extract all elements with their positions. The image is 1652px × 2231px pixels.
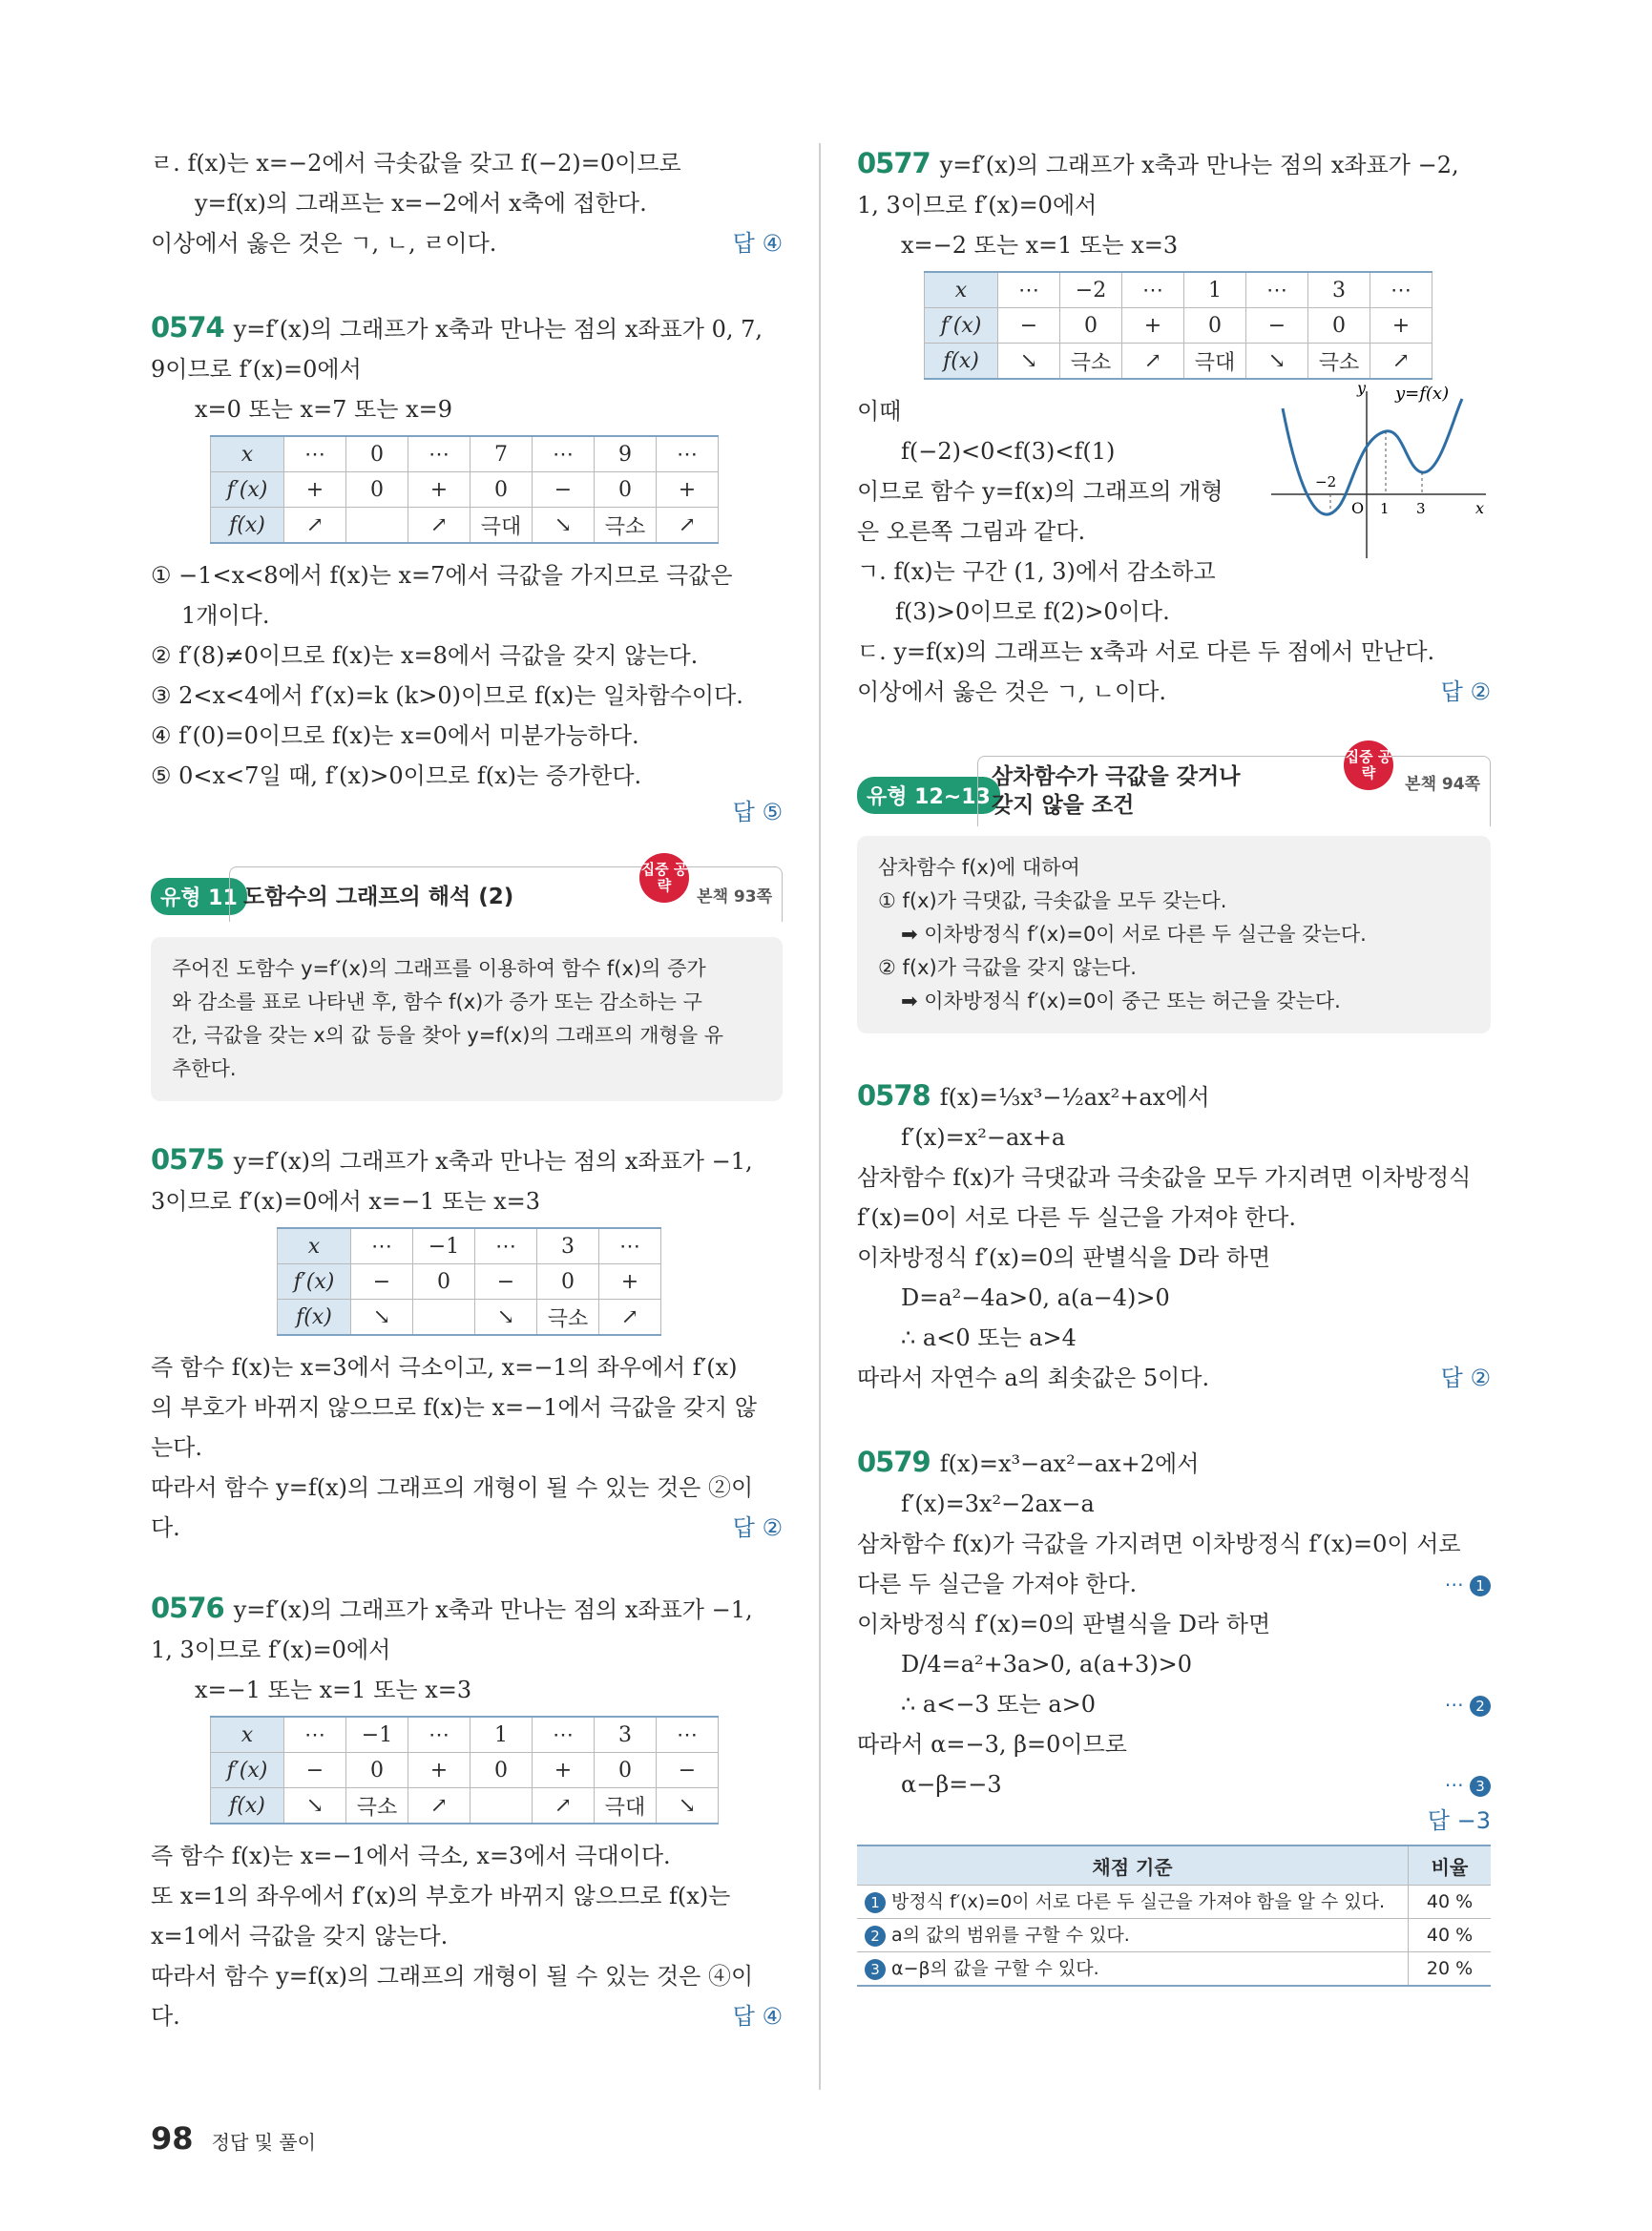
choice-line: ② f′(8)≠0이므로 f(x)는 x=8에서 극값을 갖지 않는다. bbox=[151, 642, 699, 669]
text-line: y=f′(x)의 그래프가 x축과 만나는 점의 x좌표가 0, 7, bbox=[233, 316, 763, 343]
table-cell: ⋯ bbox=[533, 1717, 595, 1753]
text-line: x=0 또는 x=7 또는 x=9 bbox=[195, 396, 452, 423]
text-line: 1, 3이므로 f′(x)=0에서 bbox=[857, 192, 1098, 219]
table-cell: f′(x) bbox=[278, 1264, 351, 1300]
text-line bbox=[857, 1764, 1491, 1804]
table-cell: 0 bbox=[471, 1753, 533, 1788]
graph-text-block bbox=[857, 382, 1491, 592]
table-cell: 3 bbox=[595, 1717, 657, 1753]
table-cell: 0 bbox=[1184, 308, 1246, 344]
text-line: D/4=a²+3a>0, a(a+3)>0 bbox=[901, 1651, 1193, 1678]
text-line: 다. bbox=[151, 1514, 180, 1541]
type-summary-box bbox=[151, 937, 783, 1101]
step-marker: ⋯ 1 bbox=[1445, 1564, 1491, 1604]
sign-table bbox=[277, 1227, 661, 1336]
table-cell: 1 bbox=[1184, 272, 1246, 308]
type-header-12-13 bbox=[857, 748, 1491, 832]
problem-0576 bbox=[151, 1588, 783, 2033]
text-line: 따라서 함수 y=f(x)의 그래프의 개형이 될 수 있는 것은 ②이 bbox=[151, 1474, 754, 1501]
table-cell: 0 bbox=[346, 472, 408, 508]
table-cell: 3 bbox=[1308, 272, 1370, 308]
tick-label: 3 bbox=[1416, 500, 1426, 517]
left-column bbox=[151, 143, 783, 2033]
table-cell: f′(x) bbox=[211, 1753, 284, 1788]
type-title-text: 갖지 않을 조건 bbox=[992, 793, 1135, 818]
answer-mark: 답 ② bbox=[1440, 1365, 1491, 1391]
table-cell: a의 값의 범위를 구할 수 있다. bbox=[891, 1925, 1130, 1946]
text-line: 은 오른쪽 그림과 같다. bbox=[857, 518, 1086, 545]
sign-table bbox=[210, 435, 719, 544]
table-cell: ⋯ bbox=[1370, 272, 1432, 308]
table-cell: −1 bbox=[346, 1717, 408, 1753]
problem-number: 0578 bbox=[857, 1079, 931, 1112]
table-cell: 9 bbox=[595, 436, 657, 472]
table-cell: 40 % bbox=[1409, 1919, 1492, 1952]
table-cell: ⋯ bbox=[533, 436, 595, 472]
table-cell: ⋯ bbox=[599, 1228, 661, 1264]
text-line: 이상에서 옳은 것은 ㄱ, ㄴ, ㄹ이다. bbox=[151, 230, 497, 257]
text-line: 삼차함수 f(x)가 극값을 가지려면 이차방정식 f′(x)=0이 서로 bbox=[857, 1531, 1461, 1557]
text-line: 삼차함수 f(x)가 극댓값과 극솟값을 모두 가지려면 이차방정식 bbox=[857, 1164, 1472, 1191]
text-line: ㄱ. f(x)는 구간 (1, 3)에서 감소하고 bbox=[857, 558, 1216, 585]
table-cell: 0 bbox=[346, 436, 408, 472]
table-cell: ↘ bbox=[998, 344, 1060, 380]
table-cell: x bbox=[211, 436, 284, 472]
table-row bbox=[857, 1886, 1491, 1919]
table-cell: ↗ bbox=[533, 1788, 595, 1824]
table-cell: ⋯ bbox=[1122, 272, 1184, 308]
table-cell: f(x) bbox=[211, 508, 284, 544]
table-cell: 0 bbox=[1060, 308, 1122, 344]
text-line: ① f(x)가 극댓값, 극솟값을 모두 갖는다. bbox=[878, 889, 1227, 912]
answer-mark: 답 ⑤ bbox=[732, 799, 783, 825]
type-badge: 유형 11 bbox=[151, 878, 247, 915]
table-cell: α−β의 값을 구할 수 있다. bbox=[891, 1958, 1099, 1979]
text-line: 간, 극값을 갖는 x의 값 등을 찾아 y=f(x)의 그래프의 개형을 유 bbox=[172, 1024, 724, 1047]
text-line: y=f′(x)의 그래프가 x축과 만나는 점의 x좌표가 −1, bbox=[233, 1148, 753, 1175]
table-cell: ↗ bbox=[408, 1788, 471, 1824]
text-line bbox=[857, 1684, 1491, 1724]
text-line: 즉 함수 f(x)는 x=−1에서 극소, x=3에서 극대이다. bbox=[151, 1843, 671, 1869]
table-cell: 0 bbox=[537, 1264, 599, 1300]
table-cell: −2 bbox=[1060, 272, 1122, 308]
table-cell bbox=[471, 1788, 533, 1824]
choice-line: ① −1<x<8에서 f(x)는 x=7에서 극값을 가지므로 극값은 bbox=[151, 562, 733, 589]
type-title bbox=[229, 866, 783, 922]
text-line: 주어진 도함수 y=f′(x)의 그래프를 이용하여 함수 f(x)의 증가 bbox=[172, 957, 706, 980]
table-row bbox=[857, 1919, 1491, 1952]
curve bbox=[1283, 399, 1462, 514]
y-label: y bbox=[1357, 382, 1367, 397]
text-line: 의 부호가 바뀌지 않으므로 f(x)는 x=−1에서 극값을 갖지 않 bbox=[151, 1394, 757, 1421]
focus-seal: 집중 공략 bbox=[639, 853, 689, 903]
choice-line: ③ 2<x<4에서 f′(x)=k (k>0)이므로 f(x)는 일차함수이다. bbox=[151, 682, 743, 709]
type-badge: 유형 12~13 bbox=[857, 777, 1000, 814]
sign-table bbox=[924, 271, 1432, 380]
table-cell: 극소 bbox=[1308, 344, 1370, 380]
answer-mark: 답 ④ bbox=[732, 2003, 783, 2030]
step-marker: ⋯ 3 bbox=[1445, 1764, 1491, 1804]
type-header-11 bbox=[151, 861, 783, 928]
text-line: ㄹ. f(x)는 x=−2에서 극솟값을 갖고 f(−2)=0이므로 bbox=[151, 150, 681, 177]
book-reference: 본책 94쪽 bbox=[1405, 775, 1480, 794]
table-cell: x bbox=[211, 1717, 284, 1753]
problem-0579 bbox=[857, 1442, 1491, 1987]
text-line: 따라서 자연수 a의 최솟값은 5이다. bbox=[857, 1365, 1210, 1391]
problem-0577 bbox=[857, 143, 1491, 708]
table-cell: ⋯ bbox=[408, 1717, 471, 1753]
table-cell: 0 bbox=[595, 1753, 657, 1788]
table-cell: f′(x) bbox=[925, 308, 998, 344]
step-number-icon: 1 bbox=[865, 1892, 886, 1913]
table-cell: + bbox=[657, 472, 719, 508]
type-title-text: 도함수의 그래프의 해석 (2) bbox=[243, 885, 514, 909]
table-cell: 0 bbox=[1308, 308, 1370, 344]
table-cell: 40 % bbox=[1409, 1886, 1492, 1919]
table-cell: ↘ bbox=[284, 1788, 346, 1824]
problem-number: 0576 bbox=[151, 1592, 224, 1624]
text-line bbox=[857, 1564, 1491, 1604]
table-cell: − bbox=[657, 1753, 719, 1788]
table-cell: ⋯ bbox=[475, 1228, 537, 1264]
table-cell: ↗ bbox=[657, 508, 719, 544]
table-cell: ⋯ bbox=[408, 436, 471, 472]
table-cell: 1 bbox=[471, 1717, 533, 1753]
curve-label: y=f(x) bbox=[1395, 384, 1450, 404]
step-marker: ⋯ 2 bbox=[1445, 1684, 1491, 1724]
step-number-icon: 2 bbox=[1470, 1696, 1491, 1717]
text-line: x=−1 또는 x=1 또는 x=3 bbox=[195, 1677, 472, 1703]
text-line: 다. bbox=[151, 2003, 180, 2030]
scoring-table bbox=[857, 1845, 1491, 1987]
text-line: 이므로 함수 y=f(x)의 그래프의 개형 bbox=[857, 478, 1223, 505]
text-line: 이차방정식 f′(x)=0의 판별식을 D라 하면 bbox=[857, 1611, 1271, 1637]
table-cell bbox=[413, 1300, 475, 1336]
table-cell: 0 bbox=[346, 1753, 408, 1788]
text-line: f(x)=⅓x³−½ax²+ax에서 bbox=[939, 1084, 1210, 1111]
problem-number: 0579 bbox=[857, 1446, 931, 1478]
table-cell: ↘ bbox=[351, 1300, 413, 1336]
page-number: 98 bbox=[151, 2120, 194, 2157]
table-cell: − bbox=[998, 308, 1060, 344]
sign-table bbox=[210, 1716, 719, 1824]
text-line: f(x)=x³−ax²−ax+2에서 bbox=[939, 1450, 1200, 1477]
text-span: ∴ a<−3 또는 a>0 bbox=[901, 1691, 1097, 1718]
text-line: 삼차함수 f(x)에 대하여 bbox=[878, 856, 1080, 879]
table-cell: − bbox=[1246, 308, 1308, 344]
text-span: 다른 두 실근을 가져야 한다. bbox=[857, 1571, 1138, 1597]
table-cell: f(x) bbox=[925, 344, 998, 380]
text-line: f′(x)=3x²−2ax−a bbox=[901, 1491, 1095, 1517]
table-cell: f′(x) bbox=[211, 472, 284, 508]
text-line: y=f′(x)의 그래프가 x축과 만나는 점의 x좌표가 −2, bbox=[939, 152, 1459, 178]
table-header: 채점 기준 bbox=[857, 1845, 1409, 1886]
step-number-icon: 3 bbox=[865, 1959, 886, 1980]
origin-label: O bbox=[1351, 499, 1365, 517]
table-cell: 방정식 f′(x)=0이 서로 다른 두 실근을 가져야 함을 알 수 있다. bbox=[891, 1891, 1385, 1912]
answer-mark: 답 ② bbox=[732, 1514, 783, 1541]
table-cell: ⋯ bbox=[284, 436, 346, 472]
text-line: 1, 3이므로 f′(x)=0에서 bbox=[151, 1637, 391, 1663]
step-number-icon: 3 bbox=[1470, 1776, 1491, 1797]
problem-number: 0577 bbox=[857, 147, 931, 179]
problem-0578 bbox=[857, 1075, 1491, 1394]
table-cell: ⋯ bbox=[998, 272, 1060, 308]
table-cell: 극대 bbox=[1184, 344, 1246, 380]
answer-mark: 답 −3 bbox=[1427, 1807, 1491, 1834]
text-line: ② f(x)가 극값을 갖지 않는다. bbox=[878, 956, 1137, 979]
text-line: f(3)>0이므로 f(2)>0이다. bbox=[895, 598, 1170, 625]
table-cell: − bbox=[475, 1264, 537, 1300]
table-cell: 극대 bbox=[471, 508, 533, 544]
table-cell: f(x) bbox=[211, 1788, 284, 1824]
text-line: 와 감소를 표로 나타낸 후, 함수 f(x)가 증가 또는 감소하는 구 bbox=[172, 990, 702, 1013]
table-cell: 극소 bbox=[1060, 344, 1122, 380]
table-cell: ↗ bbox=[599, 1300, 661, 1336]
step-number-icon: 1 bbox=[1470, 1575, 1491, 1596]
table-cell: + bbox=[408, 1753, 471, 1788]
table-cell: 0 bbox=[471, 472, 533, 508]
table-cell: ↘ bbox=[533, 508, 595, 544]
table-cell: 극소 bbox=[595, 508, 657, 544]
text-line: ∴ a<0 또는 a>4 bbox=[901, 1324, 1077, 1351]
table-row bbox=[857, 1952, 1491, 1987]
cubic-graph bbox=[1271, 382, 1491, 563]
table-cell: + bbox=[408, 472, 471, 508]
problem-0575 bbox=[151, 1139, 783, 1544]
problem-number: 0575 bbox=[151, 1143, 224, 1176]
table-cell: f(x) bbox=[278, 1300, 351, 1336]
text-line: ㄷ. y=f(x)의 그래프는 x축과 서로 다른 두 점에서 만난다. bbox=[857, 638, 1435, 665]
table-cell: ↗ bbox=[408, 508, 471, 544]
problem-number: 0574 bbox=[151, 311, 224, 344]
text-line: f′(x)=0이 서로 다른 두 실근을 가져야 한다. bbox=[857, 1204, 1296, 1231]
table-cell: ⋯ bbox=[657, 436, 719, 472]
table-cell: + bbox=[1370, 308, 1432, 344]
table-cell: + bbox=[284, 472, 346, 508]
table-cell: ↗ bbox=[1122, 344, 1184, 380]
table-cell: x bbox=[925, 272, 998, 308]
text-line: x=−2 또는 x=1 또는 x=3 bbox=[901, 232, 1179, 259]
table-cell: + bbox=[599, 1264, 661, 1300]
answer-mark: 답 ② bbox=[1440, 678, 1491, 705]
text-line: ➡ 이차방정식 f′(x)=0이 중근 또는 허근을 갖는다. bbox=[901, 990, 1341, 1012]
text-line: 는다. bbox=[151, 1434, 202, 1461]
text-line: 3이므로 f′(x)=0에서 x=−1 또는 x=3 bbox=[151, 1188, 540, 1215]
text-line: 이차방정식 f′(x)=0의 판별식을 D라 하면 bbox=[857, 1244, 1271, 1271]
text-line: y=f(x)의 그래프는 x=−2에서 x축에 접한다. bbox=[195, 190, 647, 217]
table-cell: ⋯ bbox=[1246, 272, 1308, 308]
text-line: 9이므로 f′(x)=0에서 bbox=[151, 356, 362, 383]
text-line: 추한다. bbox=[172, 1057, 237, 1080]
table-cell: 7 bbox=[471, 436, 533, 472]
table-cell: −1 bbox=[413, 1228, 475, 1264]
choice-line: 1개이다. bbox=[181, 602, 270, 629]
choice-line: ⑤ 0<x<7일 때, f′(x)>0이므로 f(x)는 증가한다. bbox=[151, 762, 642, 789]
table-cell: 20 % bbox=[1409, 1952, 1492, 1987]
table-cell: 극대 bbox=[595, 1788, 657, 1824]
text-span: α−β=−3 bbox=[901, 1771, 1002, 1798]
book-reference: 본책 93쪽 bbox=[697, 887, 772, 907]
footer-label: 정답 및 풀이 bbox=[211, 2131, 316, 2154]
text-line: f(−2)<0<f(3)<f(1) bbox=[901, 438, 1116, 465]
table-cell: + bbox=[533, 1753, 595, 1788]
table-cell: 극소 bbox=[537, 1300, 599, 1336]
type-title-text: 삼차함수가 극값을 갖거나 bbox=[992, 764, 1241, 789]
table-cell: ⋯ bbox=[284, 1717, 346, 1753]
x-label: x bbox=[1475, 499, 1485, 517]
table-cell: 0 bbox=[595, 472, 657, 508]
table-cell bbox=[346, 508, 408, 544]
table-header: 비율 bbox=[1409, 1845, 1492, 1886]
text-line: ➡ 이차방정식 f′(x)=0이 서로 다른 두 실근을 갖는다. bbox=[901, 923, 1367, 946]
problem-0574 bbox=[151, 307, 783, 828]
step-number-icon: 2 bbox=[865, 1926, 886, 1947]
table-cell: 극소 bbox=[346, 1788, 408, 1824]
table-cell: ↘ bbox=[1246, 344, 1308, 380]
page-footer bbox=[151, 2120, 316, 2157]
table-cell: − bbox=[533, 472, 595, 508]
table-cell: ⋯ bbox=[351, 1228, 413, 1264]
choice-line: ④ f′(0)=0이므로 f(x)는 x=0에서 미분가능하다. bbox=[151, 722, 639, 749]
table-cell: ↗ bbox=[1370, 344, 1432, 380]
table-cell: − bbox=[284, 1753, 346, 1788]
text-line: 따라서 함수 y=f(x)의 그래프의 개형이 될 수 있는 것은 ④이 bbox=[151, 1963, 754, 1990]
right-column bbox=[857, 143, 1491, 1987]
table-cell: ↘ bbox=[475, 1300, 537, 1336]
answer-mark: 답 ④ bbox=[732, 230, 783, 257]
text-line: 이때 bbox=[857, 398, 902, 425]
table-cell: − bbox=[351, 1264, 413, 1300]
text-line: 즉 함수 f(x)는 x=3에서 극소이고, x=−1의 좌우에서 f′(x) bbox=[151, 1354, 738, 1381]
tick-label: 1 bbox=[1380, 500, 1390, 517]
text-line: 이상에서 옳은 것은 ㄱ, ㄴ이다. bbox=[857, 678, 1166, 705]
text-line: x=1에서 극값을 갖지 않는다. bbox=[151, 1923, 449, 1950]
table-cell: + bbox=[1122, 308, 1184, 344]
table-cell: ↘ bbox=[657, 1788, 719, 1824]
table-cell: 0 bbox=[413, 1264, 475, 1300]
text-line: 따라서 α=−3, β=0이므로 bbox=[857, 1731, 1127, 1758]
table-cell: x bbox=[278, 1228, 351, 1264]
text-line: f′(x)=x²−ax+a bbox=[901, 1124, 1066, 1151]
focus-seal: 집중 공략 bbox=[1344, 740, 1393, 790]
text-line: 또 x=1의 좌우에서 f′(x)의 부호가 바뀌지 않으므로 f(x)는 bbox=[151, 1883, 731, 1909]
text-line: D=a²−4a>0, a(a−4)>0 bbox=[901, 1284, 1170, 1311]
text-line: y=f′(x)의 그래프가 x축과 만나는 점의 x좌표가 −1, bbox=[233, 1596, 753, 1623]
type-summary-box bbox=[857, 836, 1491, 1033]
column-divider bbox=[819, 143, 821, 2090]
table-cell: ⋯ bbox=[657, 1717, 719, 1753]
table-cell: 3 bbox=[537, 1228, 599, 1264]
tick-label: −2 bbox=[1315, 473, 1337, 490]
type-title bbox=[977, 756, 1491, 826]
table-cell: ↗ bbox=[284, 508, 346, 544]
